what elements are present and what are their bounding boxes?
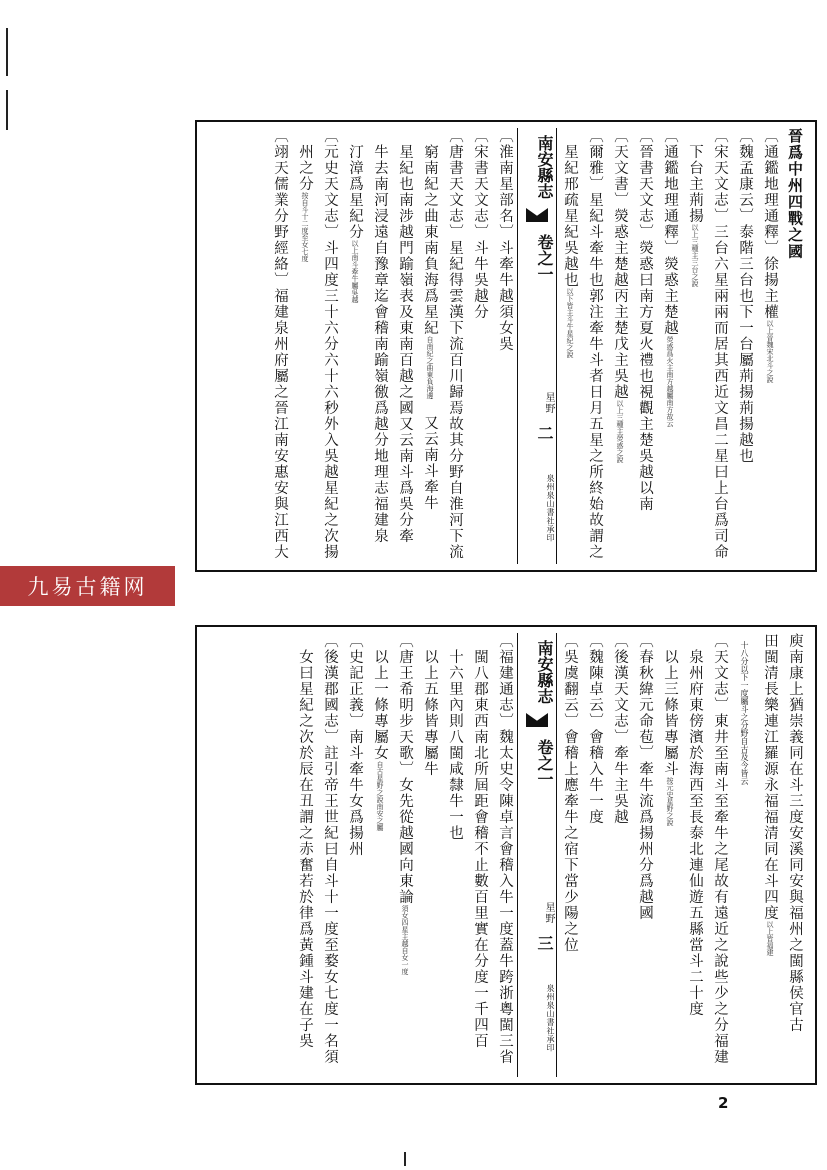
column: 〔宋天文志〕三台六星兩兩而居其西近文昌二星曰上台爲司命 (712, 128, 728, 560)
column: 庾南康上猶崇義同在斗三度安溪同安與福州之閩縣侯官古 (787, 633, 803, 1033)
center-fold-column (517, 128, 557, 564)
leaf-number: 二 (535, 425, 554, 441)
column: 〔翊天儒業分野經絡〕福建泉州府屬之晉江南安惠安與江西大 (272, 128, 288, 560)
column: 〔吳虞翻云〕會稽上應牽牛之宿下當少陽之位 (562, 633, 578, 953)
column: 〔淮南星部名〕斗牽牛越須女吳 (497, 128, 513, 352)
annotation: 自南紀之曲東負海邊 (426, 336, 434, 399)
publisher-imprint: 泉州泉山書社承印 (546, 984, 555, 1052)
top-page-panel (195, 120, 817, 572)
column: 泉州府東傍濱於海西至長泰北連仙遊五縣當斗二十度 (687, 633, 703, 1017)
book-title: 南安縣志 (535, 135, 554, 199)
leaf-number: 三 (535, 935, 554, 951)
column: 以上三條皆專屬斗按元史星野之說 (662, 633, 678, 826)
annotation: 須女四星主越自女一度 (401, 905, 409, 975)
column: 〔魏陳卓云〕會稽入牛一度 (587, 633, 603, 825)
annotation: 以上皆福建 (766, 921, 774, 956)
column: 〔春秋緯元命苞〕牽牛流爲揚州分爲越國 (637, 633, 653, 921)
fish-tail-mark-icon (526, 713, 548, 727)
column: 〔後漢郡國志〕註引帝王世紀曰自斗十一度至婺女七度一名須 (322, 633, 338, 1065)
column: 〔天文志〕東井至南斗至牽牛之尾故有遠近之說些少之分福建 (712, 633, 728, 1065)
column: 〔唐書天文志〕星紀得雲漢下流百川歸焉故其分野自淮河下流 (447, 128, 463, 560)
bottom-columns (205, 633, 807, 1077)
section-label: 星野 (543, 392, 554, 414)
annotation: 按自斗十二度至女七度 (301, 192, 309, 262)
column: 〔元史天文志〕斗四度三十六分六十六秒外入吳越星紀之次揚 (322, 128, 338, 560)
annotation: 以上三種主熒惑之說 (616, 400, 624, 463)
column: 下台主荊揚以上三種主三台之說 (687, 128, 703, 287)
page-number: 2 (718, 1094, 729, 1112)
fish-tail-mark-icon (526, 208, 548, 222)
column: 窮南紀之曲東南負海爲星紀自南紀之曲東負海邊 又云南斗牽牛 (422, 128, 438, 511)
gutter-mark-bottom (404, 1152, 406, 1166)
column: 〔宋書天文志〕斗牛吳越分 (472, 128, 488, 320)
center-fold-column (517, 633, 557, 1077)
column: 以上五條皆專屬牛 (422, 633, 438, 777)
column: 星紀也南涉越門踰嶺表及東南百越之國又云南斗爲吳分牽 (397, 128, 413, 544)
column: 〔福建通志〕魏太史令陳卓言會稽入牛一度蓋牛跨浙粵閩三省 (497, 633, 513, 1065)
column: 以上一條專屬女自古星野之說南安之屬 (372, 633, 388, 831)
section-label: 星野 (543, 902, 554, 924)
column: 〔通鑑地理通釋〕熒惑主楚越熒惑爲火主南方越屬南方故云 (662, 128, 678, 427)
page-edge-mark-top (6, 28, 8, 76)
annotation: 熒惑爲火主南方越屬南方故云 (666, 336, 674, 427)
column: 牛去南河浸遠自豫章迄會稽南踰嶺徼爲越分地理志福建泉 (372, 128, 388, 544)
publisher-imprint: 泉州泉山書社承印 (546, 474, 555, 542)
book-title: 南安縣志 (535, 640, 554, 704)
page-edge-mark-mid (6, 90, 8, 130)
annotation: 按元史星野之說 (666, 777, 674, 826)
annotation: 自古星野之說南安之屬 (376, 761, 384, 831)
column: 州之分按自斗十二度至女七度 (297, 128, 313, 262)
top-columns (205, 128, 807, 564)
bottom-page-panel (195, 625, 817, 1085)
annotation: 以上三種主三台之說 (691, 224, 699, 287)
column: 〔後漢天文志〕牽牛主吳越 (612, 633, 628, 825)
column: 汀漳爲星紀分以上南斗牽牛屬吳越 (347, 128, 363, 303)
column: 女曰星紀之次於辰在丑謂之赤奮若於律爲黃鍾斗建在子吳 (297, 633, 313, 1049)
column: 〔唐王希明步天歌〕女先從越國向東論須女四星主越自女一度 (397, 633, 413, 975)
column: 〔天文書〕熒惑主楚越丙主楚戊主吳越以上三種主熒惑之說 (612, 128, 628, 463)
annotation: 以下皆主斗牛星紀之說 (566, 288, 574, 358)
annotation: 以上晉魏宋北斗之說 (766, 320, 774, 383)
column: 閩八郡東西南北所屆距會稽不止數百里實在分度一千四百 (472, 633, 488, 1049)
column: 〔史記正義〕南斗牽牛女爲揚州 (347, 633, 363, 857)
volume-label: 卷之一 (535, 739, 554, 787)
column: 〔晉書天文志〕熒惑曰南方夏火禮也視觀主楚吳越以南 (637, 128, 653, 512)
column: 〔通鑑地理通釋〕徐揚主權以上晉魏宋北斗之說 (762, 128, 778, 383)
column: 十八分以下一度屬斗之分野自古及今皆云 (740, 633, 749, 785)
site-watermark: 九易古籍网 (0, 566, 175, 606)
column: 十六里內則八閩咸隸牛一也 (447, 633, 463, 841)
column: 星紀邢疏星紀吳越也以下皆主斗牛星紀之說 (562, 128, 578, 358)
volume-label: 卷之一 (535, 234, 554, 282)
column: 晉爲中州四戰之國 (786, 128, 804, 260)
column: 田閩清長樂連江羅源永福福清同在斗四度以上皆福建 (762, 633, 778, 956)
column: 〔魏孟康云〕泰階三台也下一台屬荊揚荊揚越也 (737, 128, 753, 464)
column: 〔爾雅〕星紀斗牽牛也郭注牽牛斗者日月五星之所終始故謂之 (587, 128, 603, 560)
annotation: 以上南斗牽牛屬吳越 (351, 240, 359, 303)
